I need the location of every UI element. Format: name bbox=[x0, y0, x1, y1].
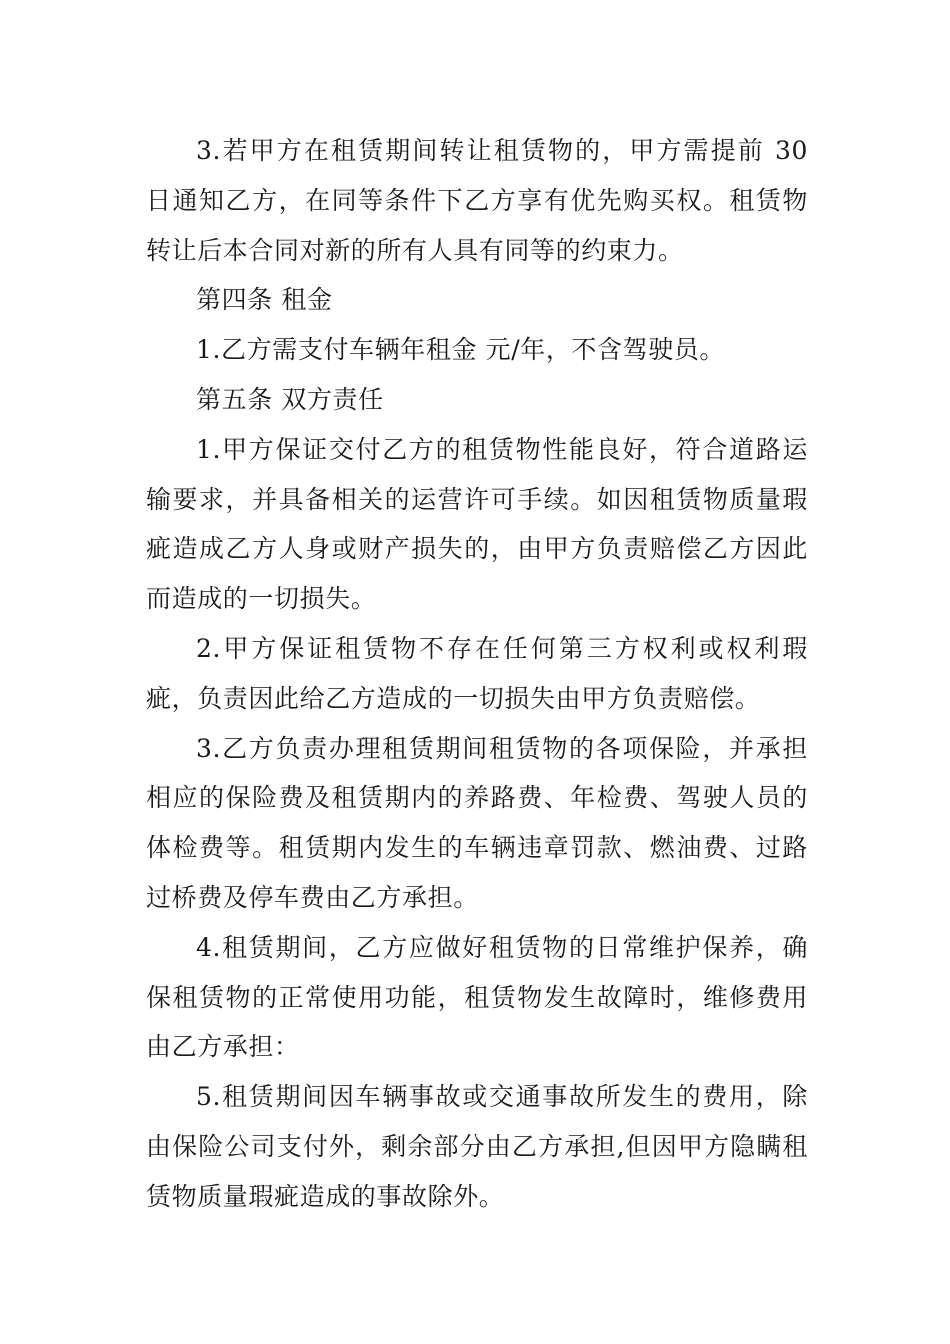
clause-5-4-maintenance: 4.租赁期间，乙方应做好租赁物的日常维护保养，确保租赁物的正常使用功能，租赁物发生故障时，维修费用由乙方承担： bbox=[146, 932, 808, 1062]
clause-5-1-vehicle-condition: 1.甲方保证交付乙方的租赁物性能良好，符合道路运输要求，并具备相关的运营许可手续。如因租赁物质量瑕疵造成乙方人身或财产损失的，由甲方负责赔偿乙方因此而造成的一切损失。 bbox=[146, 434, 808, 614]
clause-4-1-annual-rent: 1.乙方需支付车辆年租金 元/年，不含驾驶员。 bbox=[196, 335, 726, 365]
clause-3-3-transfer: 3.若甲方在租赁期间转让租赁物的，甲方需提前 30 日通知乙方，在同等条件下乙方享有优先购买权。租赁物转让后本合同对新的所有人具有同等的约束力。 bbox=[146, 136, 808, 265]
heading-article-5-responsibilities: 第五条 双方责任 bbox=[196, 384, 384, 414]
clause-5-2-third-party-rights: 2.甲方保证租赁物不存在任何第三方权利或权利瑕疵，负责因此给乙方造成的一切损失由甲方负责赔偿。 bbox=[146, 633, 808, 713]
clause-5-5-accident-costs: 5.租赁期间因车辆事故或交通事故所发生的费用，除由保险公司支付外，剩余部分由乙方承担,但因甲方隐瞒租赁物质量瑕疵造成的事故除外。 bbox=[146, 1082, 808, 1211]
clause-5-3-insurance-fees: 3.乙方负责办理租赁期间租赁物的各项保险，并承担相应的保险费及租赁期内的养路费、年检费、驾驶人员的体检费等。租赁期内发生的车辆违章罚款、燃油费、过路过桥费及停车费由乙方承担。 bbox=[146, 733, 808, 912]
document-body bbox=[146, 126, 808, 1222]
heading-article-4-rent: 第四条 租金 bbox=[196, 285, 333, 315]
